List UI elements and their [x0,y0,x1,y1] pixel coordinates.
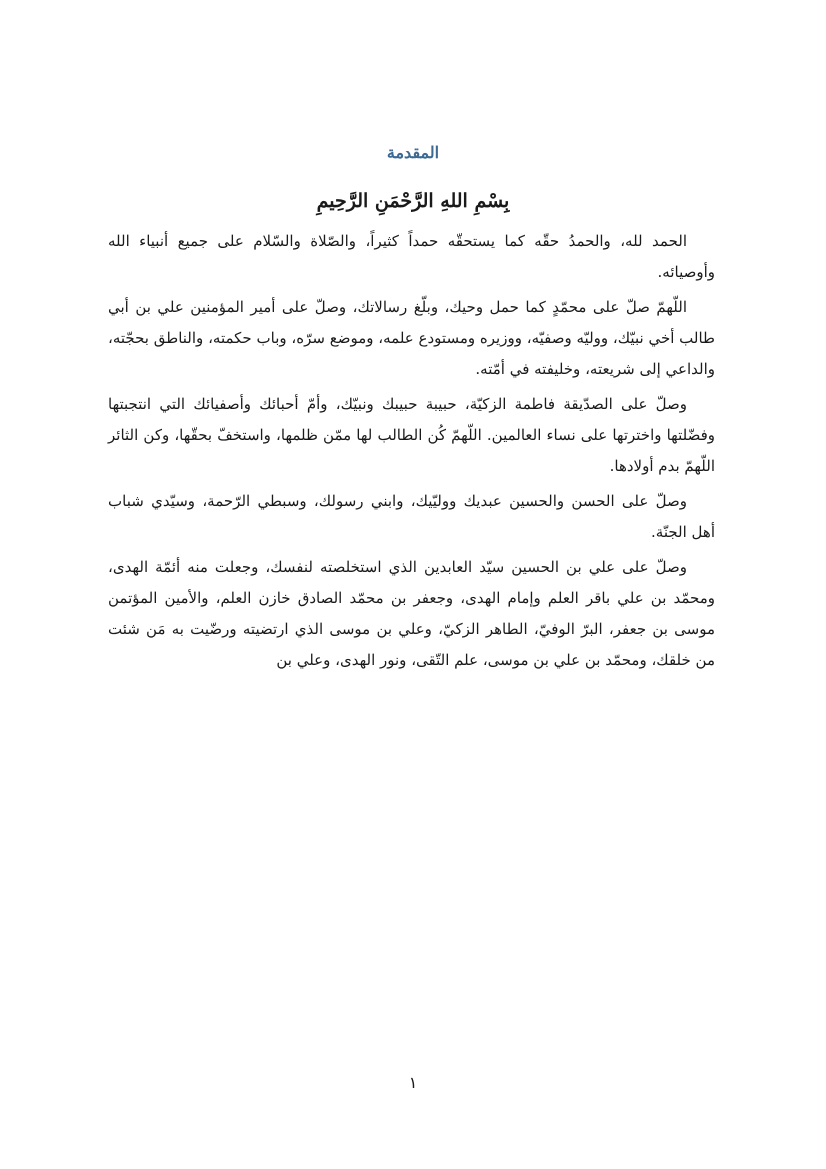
section-heading: المقدمة [386,143,440,162]
basmala-line: بِسْمِ اللهِ الرَّحْمَنِ الرَّحِيمِ [316,190,510,212]
paragraph: وصلّ على الحسن والحسين عبديك ووليّيك، وابني رسولك، وسبطي الرّحمة، وسيّدي شباب أهل الجنّة. [108,492,715,541]
paragraph: اللّهمّ صلّ على محمّدٍ كما حمل وحيك، وبلّغ رسالاتك، وصلّ على أمير المؤمنين علي بن أبي طالب أخي نبيّك، ووليّه وصفيّه، ووزيره ومستودع علمه، وموضع سرّه، وباب حكمته، والناطق بحجّته، والداعي إلى شريعته، وخليفته في أمّته. [108,298,715,378]
paragraph: وصلّ على علي بن الحسين سيّد العابدين الذي استخلصته لنفسك، وجعلت منه أئمّة الهدى، ومحمّد بن علي باقر العلم وإمام الهدى، وجعفر بن محمّد الصادق خازن العلم، والأمين المؤتمن موسى بن جعفر، البرّ الوفيّ، الطاهر الزكيّ، وعلي بن موسى الذي ارتضيته ورضّيت به مَن شئت من خلقك، ومحمّد بن علي بن موسى، علم التّقى، ونور الهدى، وعلي بن [108,558,715,669]
paragraph: وصلّ على الصدّيقة فاطمة الزكيّة، حبيبة حبيبك ونبيّك، وأمّ أحبائك وأصفيائك التي انتجبتها وفضّلتها واخترتها على نساء العالمين. اللّهمّ كُن الطالب لها ممّن ظلمها، واستخفّ بحقّها، وكن الثائر اللّهمّ بدم أولادها. [108,395,715,475]
body-text [108,226,715,680]
page-number: ١ [408,1073,418,1092]
paragraph: الحمد لله، والحمدُ حقّه كما يستحقّه حمداً كثيراً، والصّلاة والسّلام على جميع أنبياء الله وأوصيائه. [108,232,715,281]
